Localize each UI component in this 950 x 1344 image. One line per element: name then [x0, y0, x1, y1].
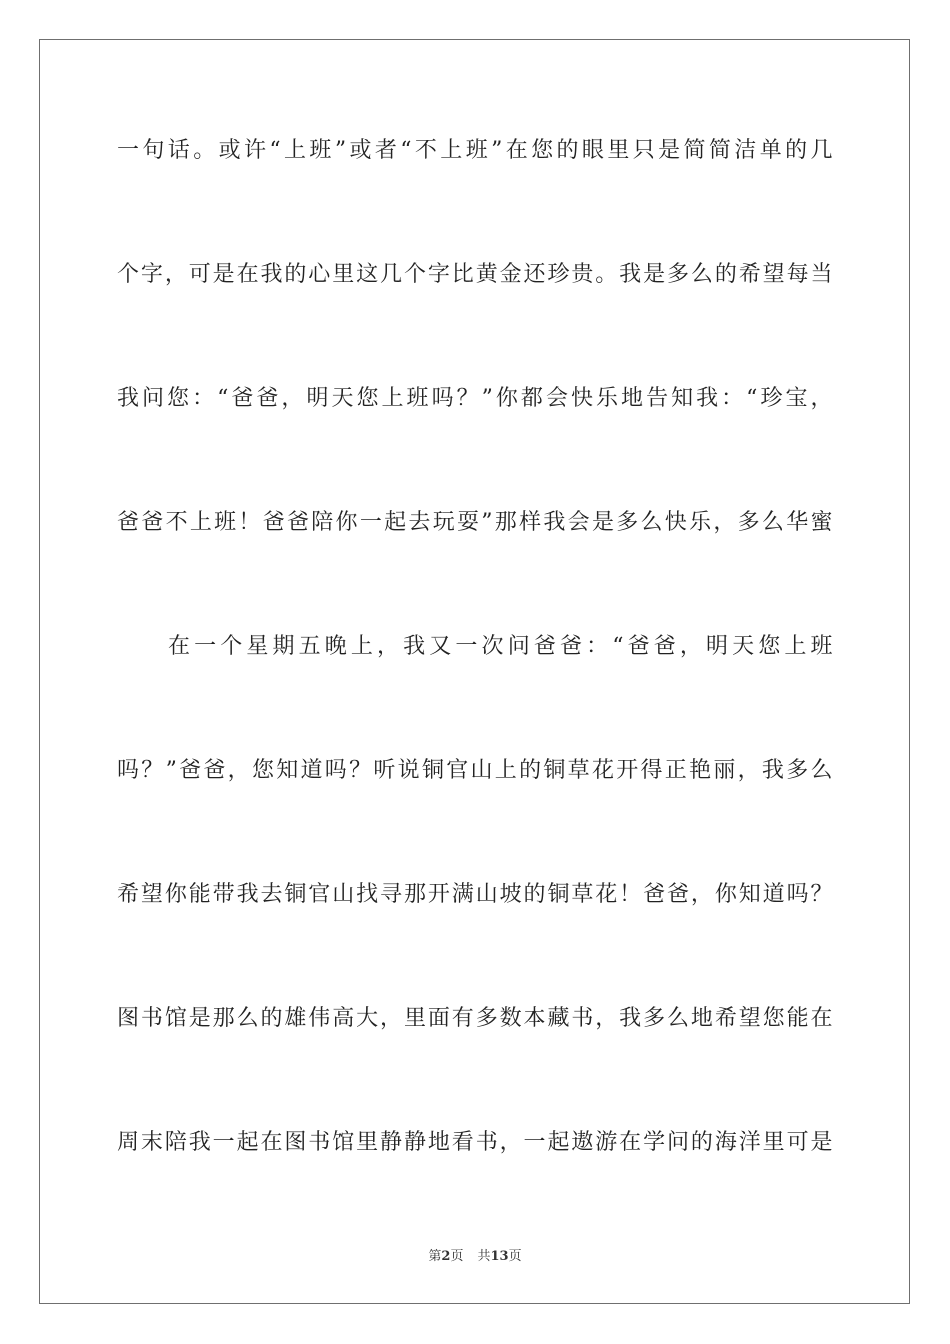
page-prefix: 第: [428, 1249, 442, 1264]
body-line-6: 吗？”爸爸，您知道吗？听说铜官山上的铜草花开得正艳丽，我多么: [117, 758, 833, 783]
body-line-9: 周末陪我一起在图书馆里静静地看书，一起遨游在学问的海洋里可是: [117, 1130, 833, 1155]
body-line-2: 个字，可是在我的心里这几个字比黄金还珍贵。我是多么的希望每当: [117, 262, 833, 287]
page-number: 2: [441, 1249, 451, 1264]
body-line-8: 图书馆是那么的雄伟高大，里面有多数本藏书，我多么地希望您能在: [117, 1006, 833, 1031]
body-line-7: 希望你能带我去铜官山找寻那开满山坡的铜草花！爸爸，你知道吗？: [117, 882, 833, 907]
total-prefix: 共: [477, 1249, 491, 1264]
page-suffix: 页: [450, 1249, 464, 1264]
body-line-1: 一句话。或许“上班”或者“不上班”在您的眼里只是简简洁单的几: [117, 138, 833, 163]
body-line-5: 在一个星期五晚上，我又一次问爸爸：“爸爸，明天您上班: [168, 634, 833, 659]
page-footer: [0, 1249, 950, 1265]
page-border: [39, 39, 910, 1304]
total-pages: 13: [490, 1249, 509, 1264]
body-line-3: 我问您：“爸爸，明天您上班吗？”你都会快乐地告知我：“珍宝，: [117, 386, 833, 411]
body-line-4: 爸爸不上班！爸爸陪你一起去玩耍”那样我会是多么快乐，多么华蜜: [117, 510, 833, 535]
total-suffix: 页: [508, 1249, 522, 1264]
